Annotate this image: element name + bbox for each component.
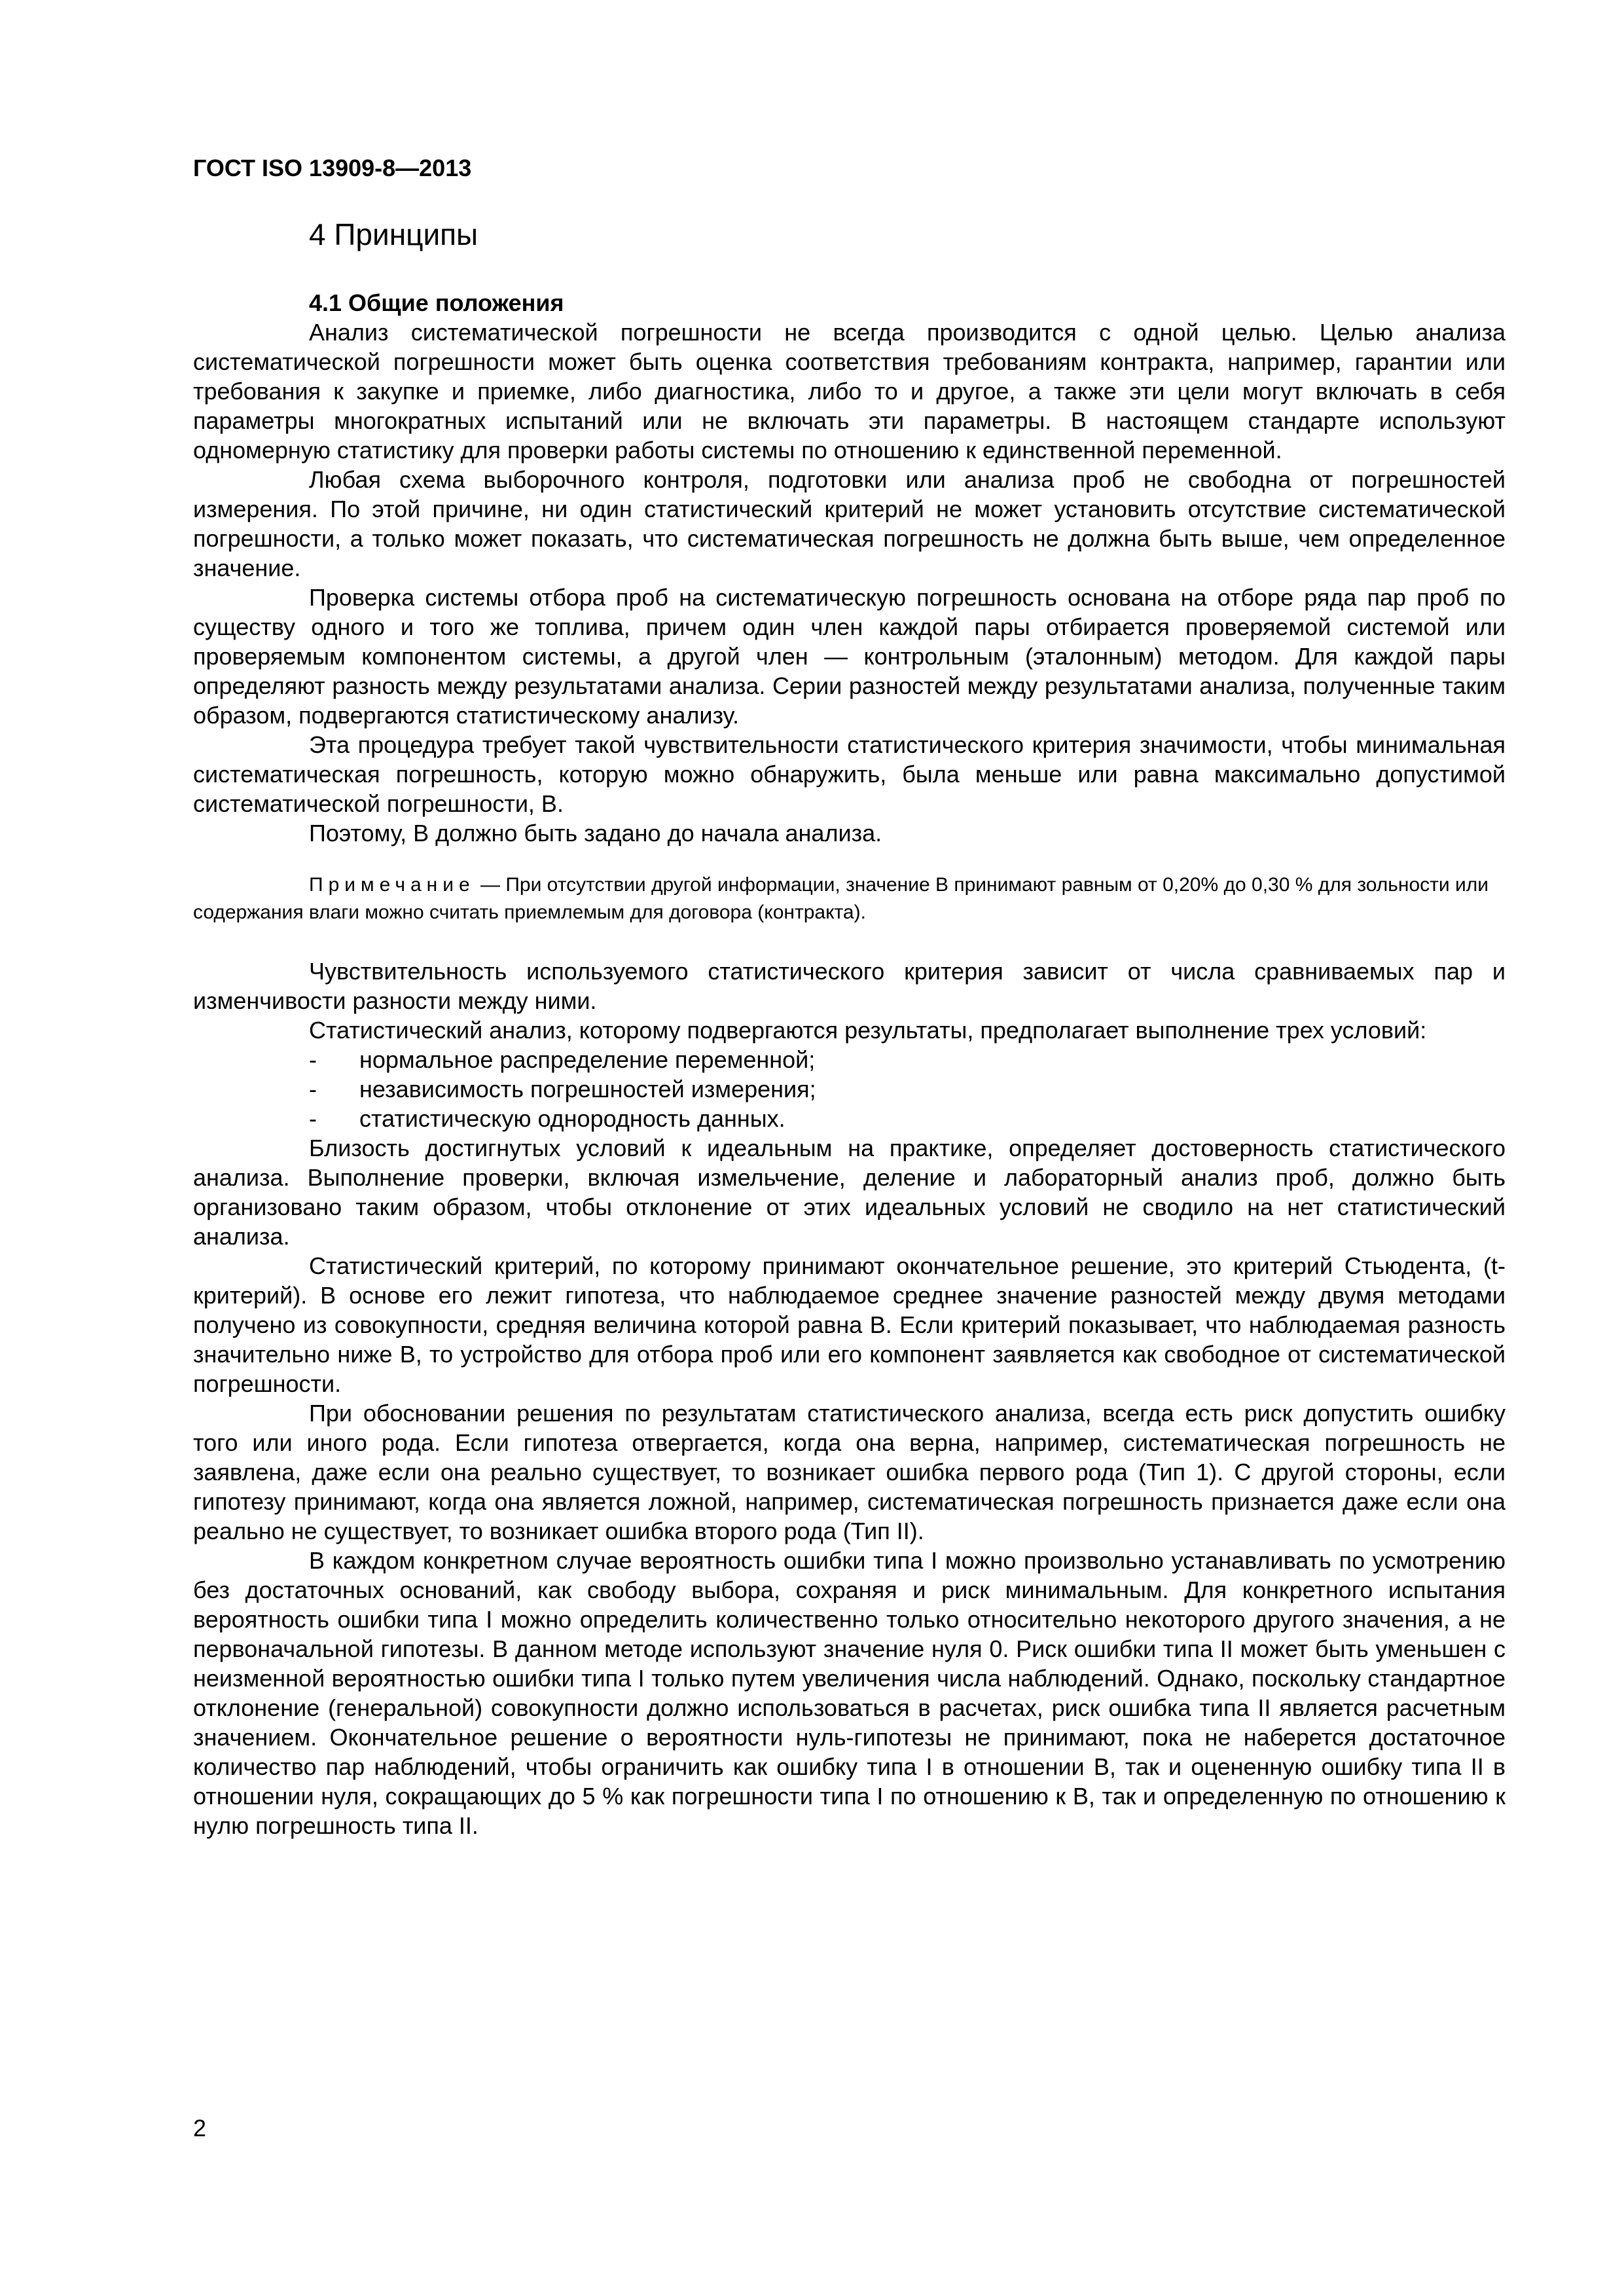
list-item-text: статистическую однородность данных. [359, 1105, 785, 1132]
list-item-text: нормальное распределение переменной; [359, 1046, 816, 1073]
list-dash: - [309, 1046, 317, 1073]
paragraph: Анализ систематической погрешности не всегда производится с одной целью. Целью анализа систематической погрешности может быть оценка соответствия требованиям контракта, например, гарантии или требования к закупке и приемке, либо диагностика, либо то и другое, а также эти цели могут включать в себя параметры многократных испытаний или не включать эти параметры. В настоящем стандарте используют одномерную статистику для проверки работы системы по отношению к единственной переменной. [193, 319, 1506, 464]
list-item-text: независимость погрешностей измерения; [359, 1076, 816, 1102]
list-item [193, 1045, 1506, 1074]
note-text: — При отсутствии другой информации, значение B принимают равным от 0,20% до 0,30 % для зольности или содержания влаги можно считать приемлемым для договора (контракта). [193, 874, 1489, 923]
paragraph: Проверка системы отбора проб на систематическую погрешность основана на отборе ряда пар проб по существу одного и того же топлива, причем один член каждой пары отбирается проверяемой системой или проверяемым компонентом системы, а другой член — контрольным (эталонным) методом. Для каждой пары определяют разность между результатами анализа. Серии разностей между результатами анализа, полученные таким образом, подвергаются статистическому анализу. [193, 584, 1506, 729]
paragraph: При обосновании решения по результатам статистического анализа, всегда есть риск допустить ошибку того или иного рода. Если гипотеза отвергается, когда она верна, например, систематическая погрешность не заявлена, даже если она реально существует, то возникает ошибка первого рода (Тип 1). С другой стороны, если гипотезу принимают, когда она является ложной, например, систематическая погрешность признается даже если она реально не существует, то возникает ошибка второго рода (Тип II). [193, 1400, 1506, 1544]
standard-header: ГОСТ ISO 13909-8—2013 [193, 155, 472, 181]
paragraph: Статистический критерий, по которому принимают окончательное решение, это критерий Стьюдента, (t-критерий). В основе его лежит гипотеза, что наблюдаемое среднее значение разностей между двумя методами получено из совокупности, средняя величина которой равна B. Если критерий показывает, что наблюдаемая разность значительно ниже B, то устройство для отбора проб или его компонент заявляется как свободное от систематической погрешности. [193, 1252, 1506, 1397]
conditions-list [193, 1045, 1506, 1133]
page-number: 2 [193, 2115, 207, 2141]
list-item [193, 1074, 1506, 1104]
list-item [193, 1104, 1506, 1133]
note [193, 871, 1506, 926]
list-dash: - [309, 1076, 317, 1102]
paragraph: Близость достигнутых условий к идеальным на практике, определяет достоверность статистического анализа. Выполнение проверки, включая измельчение, деление и лабораторный анализ проб, должно быть организовано таким образом, чтобы отклонение от этих идеальных условий не сводило на нет статистический анализа. [193, 1135, 1506, 1250]
paragraph: Статистический анализ, которому подвергаются результаты, предполагает выполнение трех условий: [309, 1017, 1427, 1044]
section-title: 4 Принципы [309, 217, 478, 251]
paragraph: Чувствительность используемого статистического критерия зависит от числа сравниваемых пар и изменчивости разности между ними. [193, 958, 1506, 1014]
list-dash: - [309, 1105, 317, 1132]
subsection-title: 4.1 Общие положения [309, 289, 564, 316]
paragraph: Поэтому, B должно быть задано до начала анализа. [309, 820, 882, 847]
note-label: Примечание [309, 874, 475, 896]
paragraph: Эта процедура требует такой чувствительности статистического критерия значимости, чтобы минимальная систематическая погрешность, которую можно обнаружить, была меньше или равна максимально допустимой систематической погрешности, B. [193, 731, 1506, 817]
paragraph: Любая схема выборочного контроля, подготовки или анализа проб не свободна от погрешностей измерения. По этой причине, ни один статистический критерий не может установить отсутствие систематической погрешности, а только может показать, что систематическая погрешность не должна быть выше, чем определенное значение. [193, 466, 1506, 581]
paragraph: В каждом конкретном случае вероятность ошибки типа I можно произвольно устанавливать по усмотрению без достаточных оснований, как свободу выбора, сохраняя и риск минимальным. Для конкретного испытания вероятность ошибки типа I можно определить количественно только относительно некоторого другого значения, а не первоначальной гипотезы. В данном методе используют значение нуля 0. Риск ошибки типа II может быть уменьшен с неизменной вероятностью ошибки типа I только путем увеличения числа наблюдений. Однако, поскольку стандартное отклонение (генеральной) совокупности должно использоваться в расчетах, риск ошибка типа II является расчетным значением. Окончательное решение о вероятности нуль-гипотезы не принимают, пока не наберется достаточное количество пар наблюдений, чтобы ограничить как ошибку типа I в отношении B, так и оцененную ошибку типа II в отношении нуля, сокращающих до 5 % как погрешности типа I по отношению к B, так и определенную по отношению к нулю погрешность типа II. [193, 1547, 1506, 1839]
document-body [193, 288, 1506, 1840]
